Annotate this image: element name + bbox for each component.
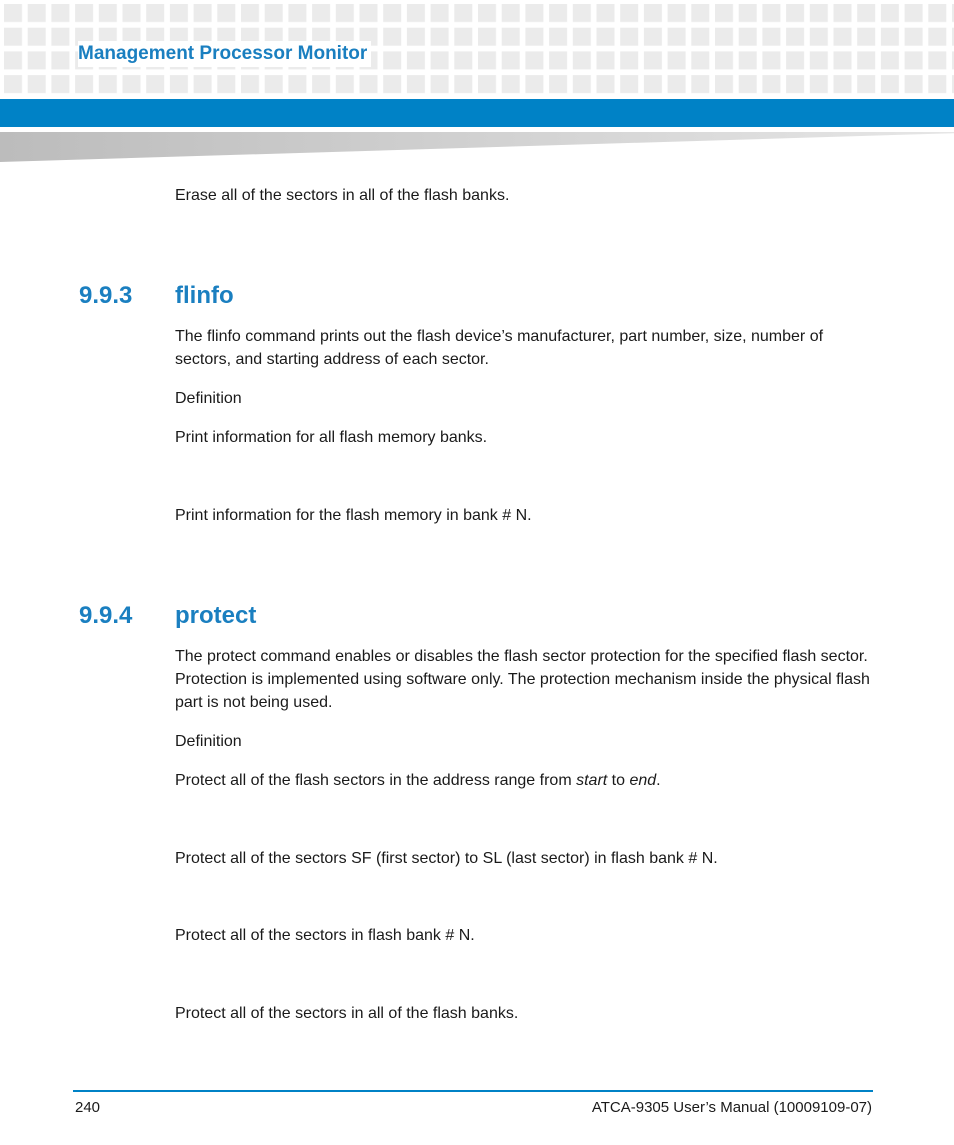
flinfo-intro: The flinfo command prints out the flash device’s manufacturer, part number, size, number of sectors, and starting address of each sector. (175, 328, 824, 368)
protect-definition-label: Definition (175, 733, 242, 750)
footer-divider (73, 1090, 873, 1092)
protect-item-all-banks: Protect all of the sectors in all of the flash banks. (175, 1005, 519, 1022)
manual-title: ATCA-9305 User’s Manual (10009109-07) (591, 1099, 872, 1116)
param-start: start (576, 772, 608, 789)
section-heading-flinfo (79, 282, 234, 310)
section-title: protect (175, 602, 257, 629)
flinfo-definition-label: Definition (175, 390, 242, 407)
param-end: end (629, 772, 657, 789)
text-segment: . (656, 772, 661, 789)
text-segment: Protect all of the flash sectors in the address range from (175, 772, 577, 789)
protect-item-bank-n: Protect all of the sectors in flash bank # N. (175, 927, 475, 944)
section-heading-protect (79, 602, 256, 630)
header-title: Management Processor Monitor (78, 41, 371, 67)
flinfo-item-all-banks: Print information for all flash memory banks. (175, 429, 488, 446)
protect-item-sectors: Protect all of the sectors SF (first sector) to SL (last sector) in flash bank # N. (175, 850, 718, 867)
section-number: 9.9.3 (79, 282, 133, 309)
top-text: Erase all of the sectors in all of the flash banks. (175, 187, 510, 204)
section-title: flinfo (175, 282, 234, 309)
text-segment: to (607, 772, 630, 789)
page-number: 240 (75, 1099, 101, 1116)
section-number: 9.9.4 (79, 602, 133, 629)
protect-intro: The protect command enables or disables the flash sector protection for the specified flash sector. Protection is implemented using software only. The protection mechanism inside the physical flash part is not being used. (175, 648, 870, 711)
protect-item-range (175, 769, 875, 792)
header-gray-wedge (0, 132, 954, 162)
header-blue-bar (0, 99, 954, 127)
flinfo-item-bank-n: Print information for the flash memory in bank # N. (175, 507, 532, 524)
